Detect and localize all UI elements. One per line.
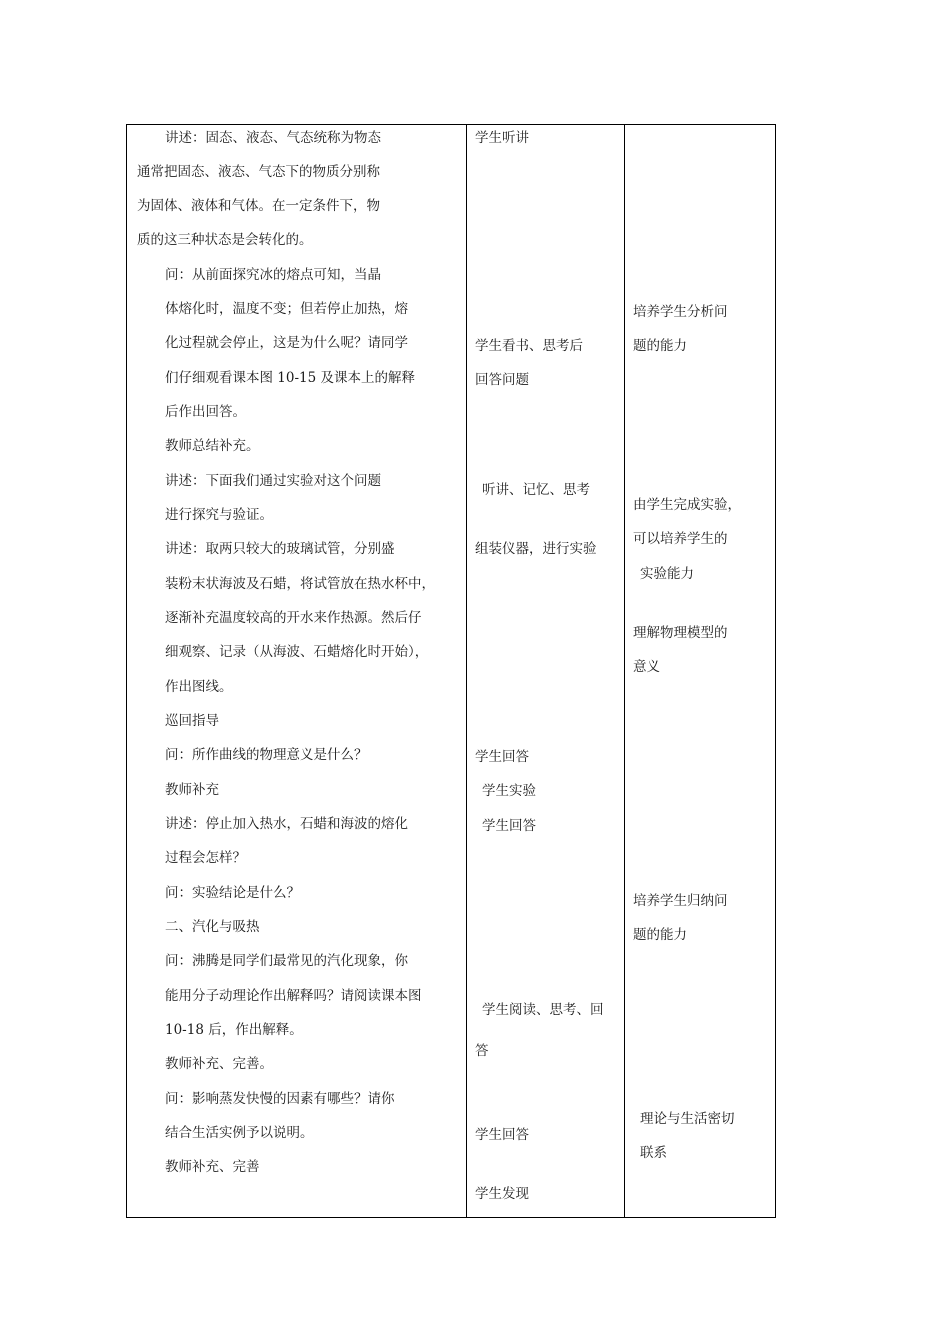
intent-line: 联系	[640, 1145, 667, 1161]
teacher-line: 后作出回答。	[165, 404, 246, 420]
teacher-line: 问：从前面探究冰的熔点可知，当晶	[165, 267, 381, 283]
teacher-line: 作出图线。	[165, 679, 233, 695]
student-line: 听讲、记忆、思考	[482, 482, 590, 498]
teacher-line: 装粉末状海波及石蜡，将试管放在热水杯中，	[165, 576, 435, 592]
teacher-line: 过程会怎样？	[165, 850, 246, 866]
teacher-line: 问：实验结论是什么？	[165, 885, 300, 901]
student-line: 学生回答	[475, 1127, 529, 1143]
column-divider-1	[466, 125, 467, 1217]
intent-line: 实验能力	[640, 566, 694, 582]
student-line: 回答问题	[475, 372, 529, 388]
teacher-line: 逐渐补充温度较高的开水来作热源。然后仔	[165, 610, 422, 626]
lesson-plan-table	[126, 124, 776, 1218]
section-heading: 二、汽化与吸热	[165, 919, 260, 935]
teacher-line: 讲述：固态、液态、气态统称为物态	[165, 130, 381, 146]
student-line: 学生发现	[475, 1186, 529, 1202]
teacher-line: 体熔化时，温度不变；但若停止加热，熔	[165, 301, 408, 317]
student-line: 学生实验	[482, 783, 536, 799]
student-line: 学生阅读、思考、回	[482, 1002, 604, 1018]
teacher-line: 为固体、液体和气体。在一定条件下，物	[137, 198, 380, 214]
intent-line: 由学生完成实验，	[633, 497, 741, 513]
teacher-line: 教师补充	[165, 782, 219, 798]
teacher-line: 结合生活实例予以说明。	[165, 1125, 314, 1141]
teacher-line: 问：所作曲线的物理意义是什么？	[165, 747, 368, 763]
teacher-line: 巡回指导	[165, 713, 219, 729]
intent-line: 意义	[633, 659, 660, 675]
teacher-line: 教师补充、完善。	[165, 1056, 273, 1072]
intent-line: 可以培养学生的	[633, 531, 728, 547]
teacher-line: 细观察、记录（从海波、石蜡熔化时开始），	[165, 644, 429, 660]
intent-line: 培养学生分析问	[633, 304, 728, 320]
student-line: 组装仪器，进行实验	[475, 541, 597, 557]
teacher-line: 讲述：取两只较大的玻璃试管，分别盛	[165, 541, 395, 557]
teacher-line: 通常把固态、液态、气态下的物质分别称	[137, 164, 380, 180]
intent-line: 培养学生归纳问	[633, 893, 728, 909]
teacher-line: 问：沸腾是同学们最常见的汽化现象，你	[165, 953, 408, 969]
intent-line: 题的能力	[633, 338, 687, 354]
teacher-line: 讲述：停止加入热水，石蜡和海波的熔化	[165, 816, 408, 832]
teacher-line: 们仔细观看课本图 10-15 及课本上的解释	[165, 370, 416, 386]
teacher-line: 能用分子动理论作出解释吗？请阅读课本图	[165, 988, 422, 1004]
teacher-line: 讲述：下面我们通过实验对这个问题	[165, 473, 381, 489]
teacher-line: 进行探究与验证。	[165, 507, 273, 523]
student-line: 学生看书、思考后	[475, 338, 583, 354]
column-divider-2	[624, 125, 625, 1217]
intent-line: 理论与生活密切	[640, 1111, 735, 1127]
teacher-line: 10-18 后，作出解释。	[165, 1022, 303, 1038]
teacher-line: 问：影响蒸发快慢的因素有哪些？请你	[165, 1091, 395, 1107]
student-line: 答	[475, 1043, 489, 1059]
teacher-line: 化过程就会停止，这是为什么呢？请同学	[165, 335, 408, 351]
teacher-line: 质的这三种状态是会转化的。	[137, 232, 313, 248]
teacher-line: 教师补充、完善	[165, 1159, 260, 1175]
intent-line: 理解物理模型的	[633, 625, 728, 641]
student-line: 学生回答	[475, 749, 529, 765]
teacher-line: 教师总结补充。	[165, 438, 260, 454]
intent-line: 题的能力	[633, 927, 687, 943]
student-line: 学生听讲	[475, 130, 529, 146]
student-line: 学生回答	[482, 818, 536, 834]
